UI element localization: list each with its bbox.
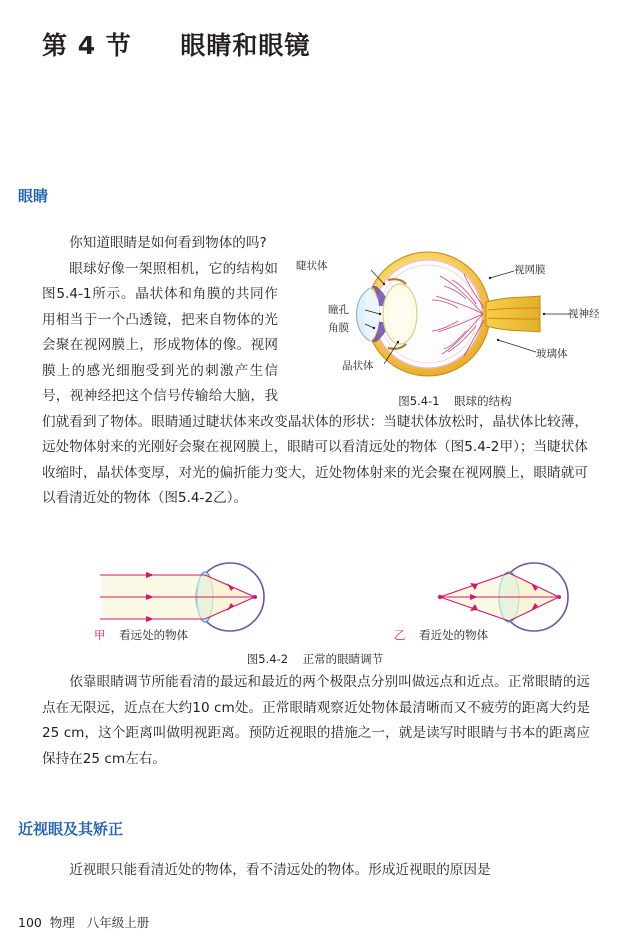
section-heading-myopia: 近视眼及其矫正 (18, 820, 124, 838)
label-retina: 视网膜 (514, 264, 546, 276)
label-lens: 晶状体 (342, 360, 374, 372)
section-heading-eye: 眼睛 (18, 187, 49, 205)
paragraph-4: 近视眼只能看清近处的物体，看不清远处的物体。形成近视眼的原因是 (69, 862, 491, 878)
figure-caption-1: 图5.4-1 眼球的结构 (398, 394, 512, 408)
label-cornea: 角膜 (328, 322, 349, 334)
label-vitreous-body: 玻璃体 (536, 348, 568, 360)
figure2-left-text: 看远处的物体 (119, 628, 189, 642)
label-pupil: 瞳孔 (328, 304, 349, 316)
page-footer: 100 物理 八年级上册 (18, 915, 150, 930)
figure2-left-mark: 甲 (94, 628, 106, 642)
figure-eye-accommodation (42, 545, 590, 650)
body-paragraph-group-1 (42, 231, 588, 512)
figure-wrap-spacer (278, 231, 588, 391)
figure2-left-label (94, 627, 188, 643)
figure-caption-2: 图5.4-2 正常的眼睛调节 (246, 652, 384, 666)
paragraph-3: 依靠眼睛调节所能看清的最远和最近的两个极限点分别叫做远点和近点。正常眼睛的远点在无限远，近点在大约10 cm处。正常眼睛观察近处物体最清晰而又不疲劳的距离大约是25 cm，这个距离叫做明视距离。预防近视眼的措施之一，就是读写时眼睛与书本的距离应保持在25 cm左右。 (42, 674, 590, 767)
page-title: 第 4 节 眼睛和眼镜 (42, 31, 311, 60)
label-optic-nerve: 视神经 (568, 308, 600, 320)
paragraph-1: 你知道眼睛是如何看到物体的吗? (69, 235, 267, 251)
paragraph-2: 眼球好像一架照相机，它的结构如图5.4-1所示。晶状体和角膜的共同作用相当于一个凸透镜，把来自物体的光会聚在视网膜上，形成物体的像。视网膜上的感光细胞受到光的刺激产生信号，视神经把这个信号传输给大脑，我们就看到了物体。眼睛通过睫状体来改变晶状体的形状：当睫状体放松时，晶状体比较薄，远处物体射来的光刚好会聚在视网膜上，眼睛可以看清远处的物体（图5.4-2甲）；当睫状体收缩时，晶状体变厚，对光的偏折能力变大，近处物体射来的光会聚在视网膜上，眼睛就可以看清近处的物体（图5.4-2乙）。 (42, 260, 588, 506)
figure2-right-mark: 乙 (394, 628, 406, 642)
label-ciliary-body: 睫状体 (296, 260, 328, 272)
figure2-right-label (394, 627, 488, 643)
figure2-right-text: 看近处的物体 (419, 628, 489, 642)
